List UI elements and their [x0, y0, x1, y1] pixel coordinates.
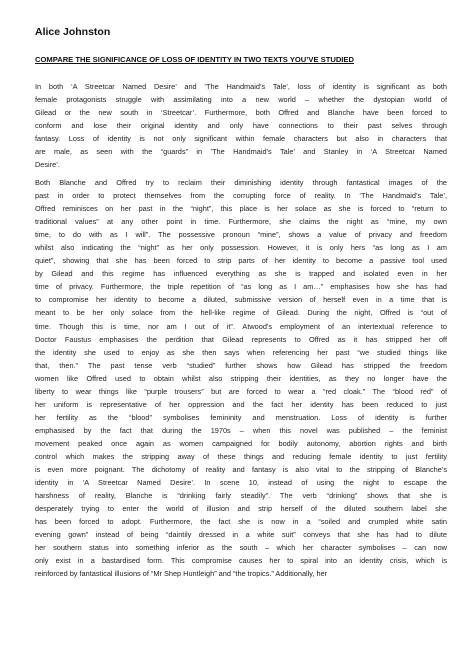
text-line: time. Though this is time, nor am I out of it”. Atwood’s employment of an intertextual reference to [35, 321, 447, 331]
text-line: Doctor Faustus emphasises the perdition that Gilead represents to Offred as it has stripped her off [35, 334, 447, 344]
text-line: past in order to protect themselves from the corrupting force of reality. In ‘The Handmaid’s Tale’, [35, 191, 447, 201]
text-line: fantasy. Loss of identity is not only significant within female characters but also in characters that [35, 134, 447, 144]
text-line: evening gown” instead of being “daintily dressed in a white suit” conveys that she has had to dilute [35, 530, 447, 540]
paragraph-2 [35, 176, 447, 580]
text-line: women like Offred used to obtain whilst also stripping their identities, as they no longer have the [35, 373, 447, 383]
text-line: desperately trying to enter the world of illusion and strip herself of the diluted southern label she [35, 504, 447, 514]
text-line: by Gilead and this regime has influenced everything as she is trapped and isolated even in her [35, 269, 447, 279]
essay-heading: COMPARE THE SIGNIFICANCE OF LOSS OF IDENTITY IN TWO TEXTS YOU’VE STUDIED [35, 55, 354, 64]
text-line: liberty to wear things like “purple trousers” but are forced to wear a “red cloak.” The “blood red” of [35, 386, 447, 396]
text-line: conform and lose their original identity and only have connections to their past selves through [35, 121, 447, 131]
text-line: control which makes the stripping away of these things and reducing female identity to just fertility [35, 451, 447, 461]
text-line: Gilead or the new south in ‘Streetcar’. Furthermore, both Offred and Blanche have been forced to [35, 108, 447, 118]
text-line: Both Blanche and Offred try to reclaim their diminishing identity through fantastical images of the [35, 178, 447, 187]
text-line: traditional values” at any other point in time. Furthermore, she claims the night as “mine, my own [35, 217, 447, 227]
text-line: quiet”, showing that she has been forced to strip parts of her identity to become a passive tool used [35, 256, 447, 266]
text-line: the identity she used to enjoy as she then says when referencing her past “we studied things like [35, 347, 447, 357]
text-line: meant to be her only solace from the hell-like regime of Gilead. During the night, Offred is “out of [35, 308, 447, 318]
text-line: her uniform is representative of her oppression and the fact her identity has been reduced to just [35, 399, 447, 409]
text-line: In both ‘A Streetcar Named Desire’ and ‘The Handmaid’s Tale’, loss of identity is significant as both [35, 82, 447, 91]
paragraph-1 [35, 80, 447, 171]
text-line: her southern status into something inferior as the south – which her character symbolises – can now [35, 543, 447, 553]
text-line: movement peaked once again as women campaigned for bodily autonomy, abortion rights and birth [35, 438, 447, 448]
text-line: is even more poignant. The dichotomy of reality and fantasy is also vital to the stripping of Blanche’s [35, 465, 447, 475]
text-line: time, to do with as I will”. The possessive pronoun “mine”, shows a value of privacy and freedom [35, 230, 447, 240]
text-line: only exist in a bastardised form. This compromise causes her to spiral into an identity crisis, which is [35, 556, 447, 566]
text-line: reinforced by fantastical illusions of “Mr Shep Huntleigh” and “the tropics.” Additionally, her [35, 569, 328, 579]
author-name: Alice Johnston [35, 26, 111, 38]
text-line: that, then.” The past tense verb “studied” further shows how Gilead has stripped the freedom [35, 360, 447, 370]
text-line: whilst also indicating the “night” as her only possession. However, it is only hers “as long as I am [35, 243, 447, 253]
text-line: Offred reminisces on her past in the “night”, this place is her solace as she is forced to “return to [35, 204, 447, 214]
text-line: female protagonists struggle with assimilating into a new world – whether the dystopian world of [35, 95, 447, 105]
text-line: to compromise her identity to become a diluted, submissive version of herself even in a time that is [35, 295, 447, 305]
text-line: Desire’. [35, 160, 60, 170]
text-line: harshness of reality, Blanche is “drinking fairly steadily”. The verb “drinking” shows that she is [35, 491, 447, 501]
text-line: emphasised by the fact that during the 1970s – when this novel was published – the feminist [35, 425, 447, 435]
text-line: has been forced to adopt. Furthermore, the fact she is now in a “soiled and crumpled white satin [35, 517, 447, 527]
text-line: identity in ‘A Streetcar Named Desire’. In scene 10, instead of using the night to escape the [35, 478, 447, 488]
text-line: time of privacy. Furthermore, the triple repetition of “as long as I am…” emphasises how she has had [35, 282, 447, 292]
text-line: her fertility as the “blood” symbolises femininity and menstruation. Loss of identity is further [35, 412, 447, 422]
text-line: are male, as seen with the “guards” in ‘The Handmaid’s Tale’ and Stanley in ‘A Streetcar Named [35, 147, 447, 157]
